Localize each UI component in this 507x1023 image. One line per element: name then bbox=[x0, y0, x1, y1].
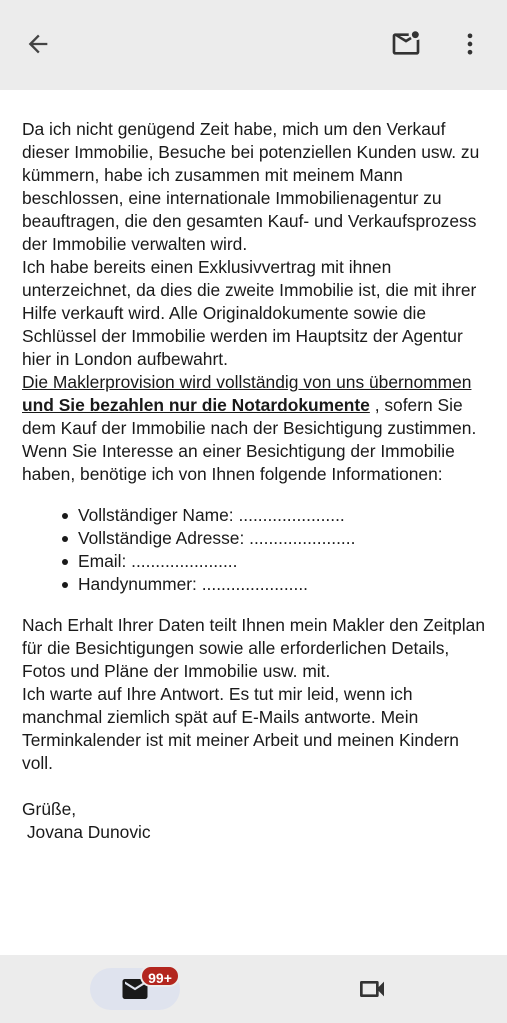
top-app-bar bbox=[0, 0, 507, 90]
more-vert-icon bbox=[456, 30, 484, 58]
email-paragraph: Ich warte auf Ihre Antwort. Es tut mir leid, wenn ich manchmal ziemlich spät auf E-Mails antworte. Mein Terminkalender ist mit meiner Arbeit und meinen Kindern voll. bbox=[22, 684, 459, 773]
mark-unread-button[interactable] bbox=[384, 22, 428, 66]
email-paragraph: Da ich nicht genügend Zeit habe, mich um den Verkauf dieser Immobilie, Besuche bei potenziellen Kunden usw. zu kümmern, habe ich zusammen mit meinem Mann beschlossen, eine internationale Immobilienagentur zu beauftragen, die den gesamten Kauf- und Verkaufsprozess der Immobilie verwalten wird. bbox=[22, 119, 480, 254]
signature: Jovana Dunovic bbox=[22, 822, 151, 842]
unread-count-badge: 99+ bbox=[140, 965, 180, 987]
list-item: Vollständiger Name: ...................... bbox=[62, 504, 492, 527]
more-options-button[interactable] bbox=[448, 22, 492, 66]
email-paragraph: Nach Erhalt Ihrer Daten teilt Ihnen mein Makler den Zeitplan für die Besichtigungen sowie alle erforderlichen Details, Fotos und Pläne der Immobilie usw. mit. bbox=[22, 615, 486, 681]
arrow-back-icon bbox=[24, 30, 52, 58]
purchase-condition-text: , sofern Sie dem Kauf der Immobilie nach der Besichtigung zustimmen. bbox=[22, 395, 477, 438]
list-item: Email: ...................... bbox=[62, 550, 492, 573]
email-paragraph: Ich habe bereits einen Exklusivvertrag mit ihnen unterzeichnet, da dies die zweite Immobilie ist, die mit ihrer Hilfe verkauft wird. Alle Originaldokumente sowie die Schlüssel der Immobilie werden im Hauptsitz der Agentur hier in London aufbewahrt. bbox=[22, 257, 477, 369]
meet-tab[interactable] bbox=[350, 968, 394, 1010]
commission-underlined-text: Die Maklerprovision wird vollständig von uns übernommen bbox=[22, 372, 472, 392]
notary-bold-text: und Sie bezahlen nur die Notardokumente bbox=[22, 395, 370, 415]
back-button[interactable] bbox=[16, 22, 60, 66]
videocam-icon bbox=[356, 973, 388, 1005]
list-item: Vollständige Adresse: ...................... bbox=[62, 527, 492, 550]
spacer bbox=[22, 775, 492, 798]
email-paragraph: Wenn Sie Interesse an einer Besichtigung der Immobilie haben, benötige ich von Ihnen folgende Informationen: bbox=[22, 441, 455, 484]
email-paragraph bbox=[22, 371, 492, 440]
required-info-list bbox=[62, 504, 492, 596]
bottom-navigation bbox=[0, 955, 507, 1023]
greeting: Grüße, bbox=[22, 799, 77, 819]
email-body bbox=[22, 118, 492, 844]
list-item: Handynummer: ...................... bbox=[62, 573, 492, 596]
mail-unread-icon bbox=[390, 28, 422, 60]
